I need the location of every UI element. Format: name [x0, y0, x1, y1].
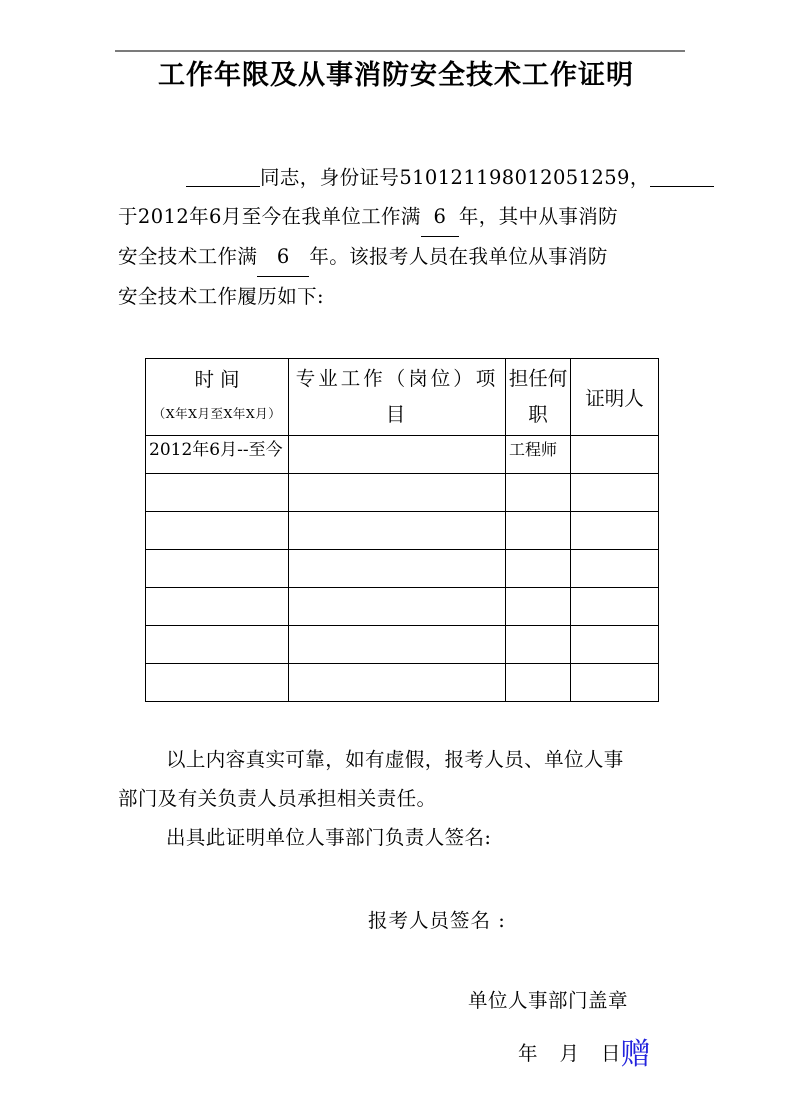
date-line [518, 1038, 651, 1070]
table-row [146, 436, 659, 474]
cell-witness-text [571, 588, 658, 590]
cell-time[interactable] [146, 474, 289, 512]
cell-time-text [146, 550, 288, 552]
intro-line-3-mid: 年。该报考人员在我单位从事消防 [309, 245, 608, 268]
header-cell-project: 专业工作（岗位）项目 [289, 359, 506, 436]
cell-post[interactable] [506, 550, 571, 588]
header-cell-time [146, 359, 289, 436]
closing-line-1-text: 以上内容真实可靠，如有虚假，报考人员、单位人事 [166, 748, 624, 771]
cell-post-text [506, 626, 570, 628]
cell-time[interactable] [146, 664, 289, 702]
cell-project[interactable] [289, 512, 506, 550]
table-row [146, 588, 659, 626]
date-month-label: 月 [559, 1042, 580, 1065]
cell-witness-text [571, 550, 658, 552]
table-header-row [146, 359, 659, 436]
intro-line-2 [118, 197, 676, 237]
cell-project[interactable] [289, 474, 506, 512]
cell-post[interactable] [506, 588, 571, 626]
closing-paragraph [118, 740, 676, 857]
cell-time[interactable] [146, 588, 289, 626]
header-cell-post: 担任何职 [506, 359, 571, 436]
cell-time[interactable] [146, 626, 289, 664]
intro-line-2-mid: 年，其中从事消防 [458, 205, 619, 228]
cell-post-text [506, 512, 570, 514]
cell-project[interactable] [289, 626, 506, 664]
intro-line-1 [118, 158, 676, 197]
table-row [146, 664, 659, 702]
cell-post-text [506, 588, 570, 590]
cell-witness-text [571, 512, 658, 514]
intro-line-2-prefix: 于2012年6月至今在我单位工作满 [118, 205, 421, 228]
cell-post[interactable] [506, 474, 571, 512]
cell-witness[interactable] [571, 664, 659, 702]
cell-project[interactable] [289, 550, 506, 588]
cell-witness[interactable] [571, 512, 659, 550]
cell-time-text [146, 474, 288, 476]
cell-time-text: 2012年6月--至今 [149, 440, 283, 460]
cell-project-text [289, 664, 505, 666]
intro-paragraph [118, 158, 676, 316]
page-title: 工作年限及从事消防安全技术工作证明 [158, 60, 634, 91]
cell-project-text [289, 512, 505, 514]
cell-post[interactable] [506, 664, 571, 702]
header-time-sublabel: （X年X月至X年X月） [152, 406, 282, 421]
cell-project-text [289, 626, 505, 628]
cell-witness-text [571, 474, 658, 476]
cell-post-text [506, 474, 570, 476]
intro-line-1-comma: ， [629, 166, 650, 189]
table-row [146, 512, 659, 550]
intro-line-4: 安全技术工作履历如下: [118, 285, 324, 308]
cell-time[interactable] [146, 550, 289, 588]
hr-department-stamp-label: 单位人事部门盖章 [468, 989, 629, 1012]
work-experience-table [145, 358, 659, 702]
cell-witness[interactable] [571, 626, 659, 664]
closing-line-3 [118, 818, 676, 857]
header-time-label: 时间 [194, 368, 246, 391]
cell-post-text [506, 550, 570, 552]
cell-witness-text [571, 626, 658, 628]
cell-witness[interactable] [571, 550, 659, 588]
cell-project[interactable] [289, 588, 506, 626]
intro-line-1-text: 同志，身份证号 [260, 166, 400, 189]
name-blank-field[interactable] [186, 168, 260, 187]
cell-time[interactable] [146, 436, 289, 474]
cell-project-text [289, 550, 505, 552]
cell-time-text [146, 588, 288, 590]
applicant-signature-label: 报考人员签名 : [368, 909, 506, 932]
closing-line-1 [118, 740, 676, 779]
date-year-label: 年 [518, 1042, 538, 1065]
closing-line-3-text: 出具此证明单位人事部门负责人签名: [166, 826, 492, 849]
fire-years-value[interactable]: 6 [257, 237, 309, 277]
cell-witness[interactable] [571, 588, 659, 626]
cell-post-text [506, 664, 570, 666]
cell-witness-text [571, 436, 658, 438]
cell-post-text: 工程师 [509, 440, 558, 459]
cell-project[interactable] [289, 664, 506, 702]
cell-post[interactable] [506, 436, 571, 474]
cell-project-text [289, 474, 505, 476]
cell-time-text [146, 512, 288, 514]
table-row [146, 474, 659, 512]
cell-post[interactable] [506, 626, 571, 664]
header-divider [115, 50, 685, 52]
cell-witness[interactable] [571, 436, 659, 474]
cell-time[interactable] [146, 512, 289, 550]
cell-witness[interactable] [571, 474, 659, 512]
cell-project-text [289, 588, 505, 590]
gift-stamp-mark: 赠 [620, 1037, 651, 1072]
cell-project[interactable] [289, 436, 506, 474]
intro-line-3-prefix: 安全技术工作满 [118, 245, 258, 268]
cell-post[interactable] [506, 512, 571, 550]
cell-project-text [289, 436, 505, 438]
table-row [146, 550, 659, 588]
id-number-value: 510121198012051259 [399, 166, 630, 189]
unit-blank-field[interactable] [650, 168, 714, 187]
cell-witness-text [571, 664, 658, 666]
total-years-value[interactable]: 6 [421, 197, 459, 237]
table-row [146, 626, 659, 664]
intro-line-3 [118, 237, 676, 277]
date-day-label: 日 [601, 1042, 621, 1065]
cell-time-text [146, 626, 288, 628]
cell-time-text [146, 664, 288, 666]
closing-line-2: 部门及有关负责人员承担相关责任。 [118, 787, 437, 810]
header-cell-witness: 证明人 [571, 359, 659, 436]
